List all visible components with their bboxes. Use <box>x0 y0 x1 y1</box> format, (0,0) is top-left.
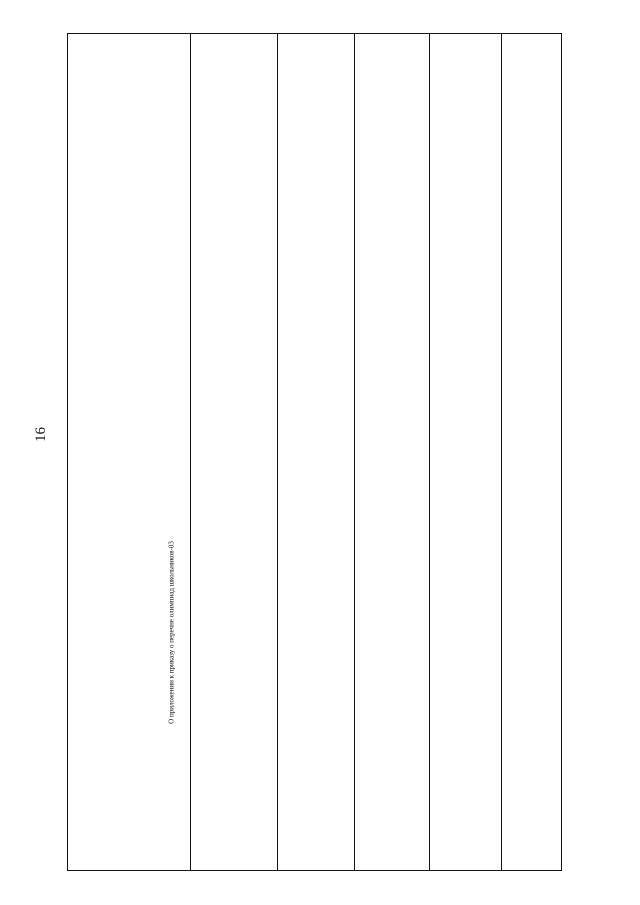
footer-note: О приложении к приказу о перечне олимпиад школьников-03 <box>167 541 176 724</box>
page-number: 16 <box>33 427 49 442</box>
table-row <box>278 34 355 870</box>
table-row <box>502 34 563 870</box>
table-row <box>430 34 502 870</box>
table-row <box>191 34 278 870</box>
olympiad-table <box>67 33 562 871</box>
table-row <box>355 34 430 870</box>
